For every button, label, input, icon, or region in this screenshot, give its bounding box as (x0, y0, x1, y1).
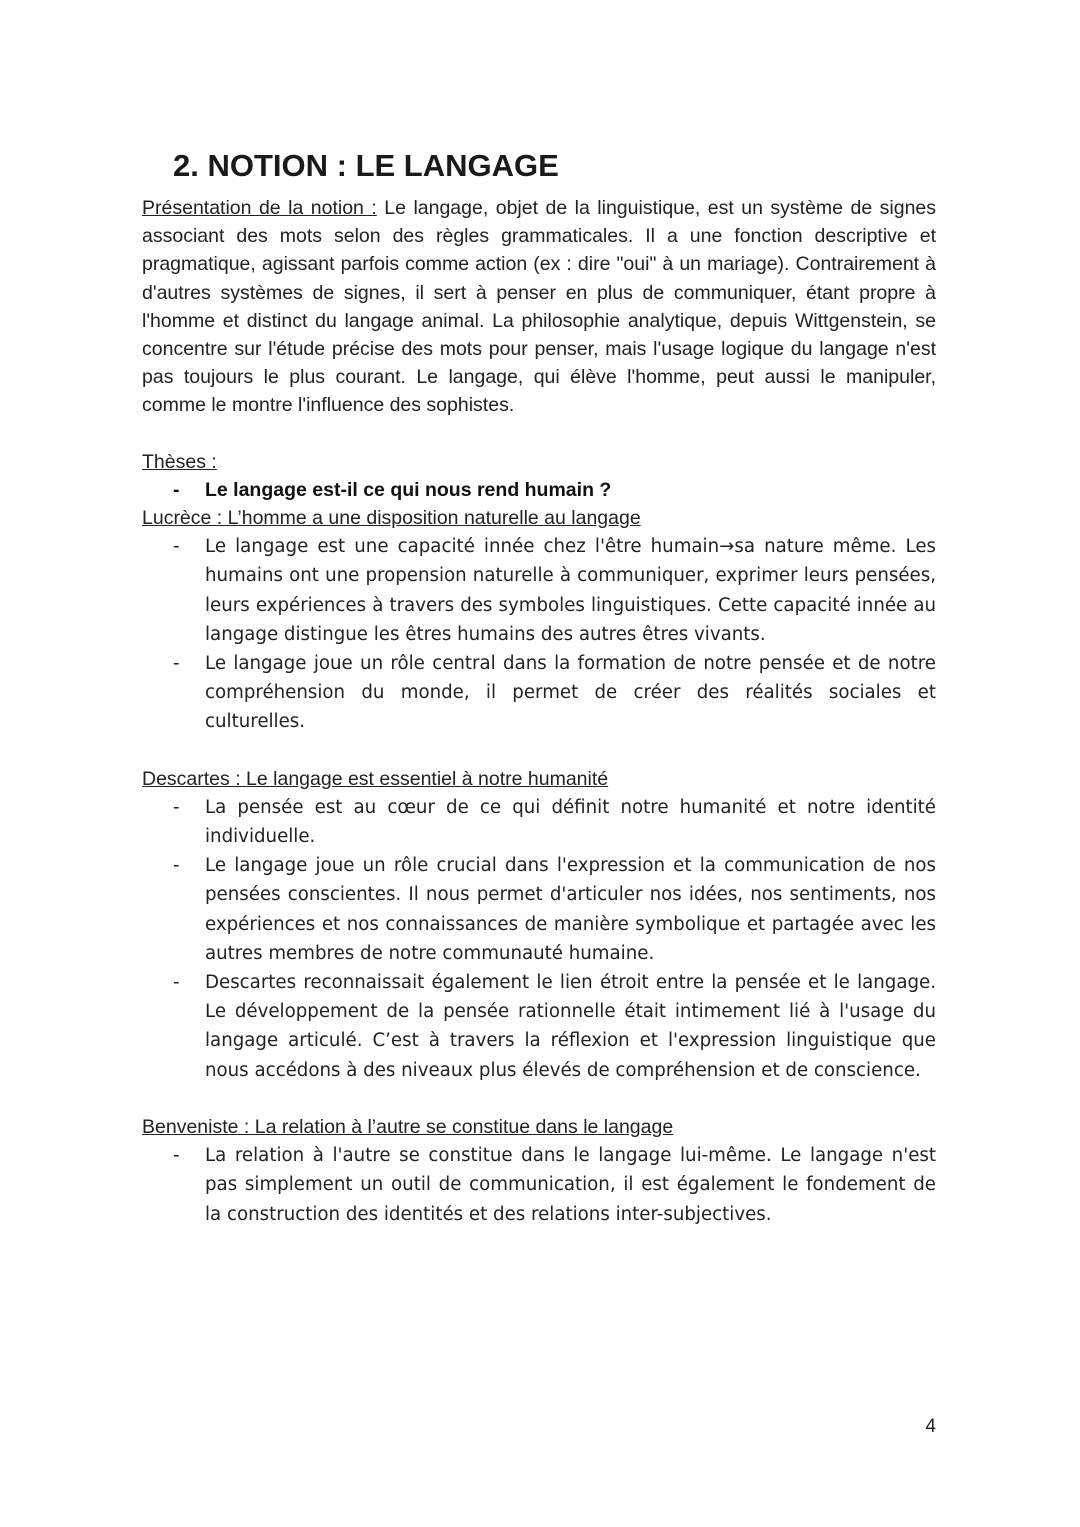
theses-label: Thèses : (142, 450, 217, 473)
document-page (142, 146, 936, 1229)
dash-marker: - (173, 796, 180, 818)
dash-marker: - (173, 536, 180, 558)
dash-marker: - (173, 855, 180, 877)
list-item: - Le langage joue un rôle crucial dans l'expression et la communication de nos pensées conscientes. Il nous permet d'articuler nos idées, nos sentiments, nos expériences et nos connaissances de manière symbolique et partagée avec les autres membres de notre communauté humaine. (142, 851, 936, 968)
bullet-list-descartes (142, 793, 936, 1085)
presentation-text: Le langage, objet de la linguistique, est un système de signes associant des mots selon des règles grammaticales. Il a une fonction descriptive et pragmatique, agissant parfois comme action (ex : dire "oui" à un mariage). Contrairement à d'autres systèmes de signes, il sert à penser en plus de communiquer, étant propre à l'homme et distinct du langage animal. La philosophie analytique, depuis Wittgenstein, se concentre sur l'étude précise des mots pour penser, mais l'usage logique du langage n'est pas toujours le plus courant. Le langage, qui élève l'homme, peut aussi le manipuler, comme le montre l'influence des sophistes. (142, 197, 937, 417)
thesis-question: - Le langage est-il ce qui nous rend humain ? (142, 476, 936, 504)
bullet-list-benveniste (142, 1141, 936, 1229)
page-number: 4 (925, 1416, 936, 1437)
list-item: - La pensée est au cœur de ce qui définit notre humanité et notre identité individuelle. (142, 793, 936, 851)
dash-marker: - (173, 478, 180, 501)
list-item: - Descartes reconnaissait également le lien étroit entre la pensée et le langage. Le développement de la pensée rationnelle était intimement lié à l'usage du langage articulé. C’est à travers la réflexion et l'expression linguistique que nous accédons à des niveaux plus élevés de compréhension et de conscience. (142, 968, 936, 1085)
presentation-label: Présentation de la notion : (142, 197, 377, 219)
dash-marker: - (173, 1145, 180, 1167)
list-item: - Le langage est une capacité innée chez l'être humain→sa nature même. Les humains ont une propension naturelle à communiquer, exprimer leurs pensées, leurs expériences à travers des symboles linguistiques. Cette capacité innée au langage distingue les êtres humains des autres êtres vivants. (142, 532, 936, 649)
list-item: - Le langage joue un rôle central dans la formation de notre pensée et de notre compréhension du monde, il permet de créer des réalités sociales et culturelles. (142, 649, 936, 737)
presentation-paragraph (142, 194, 936, 420)
bullet-list-lucrece (142, 532, 936, 736)
list-item: - La relation à l'autre se constitue dans le langage lui-même. Le langage n'est pas simplement un outil de communication, il est également le fondement de la construction des identités et des relations inter-subjectives. (142, 1141, 936, 1229)
section-heading-descartes: Descartes : Le langage est essentiel à notre humanité (142, 767, 609, 790)
section-heading-lucrece: Lucrèce : L’homme a une disposition naturelle au langage (142, 507, 641, 530)
dash-marker: - (173, 653, 180, 675)
page-title: 2. NOTION : LE LANGAGE (173, 148, 559, 183)
dash-marker: - (173, 972, 180, 994)
section-heading-benveniste: Benveniste : La relation à l’autre se constitue dans le langage (142, 1115, 674, 1138)
